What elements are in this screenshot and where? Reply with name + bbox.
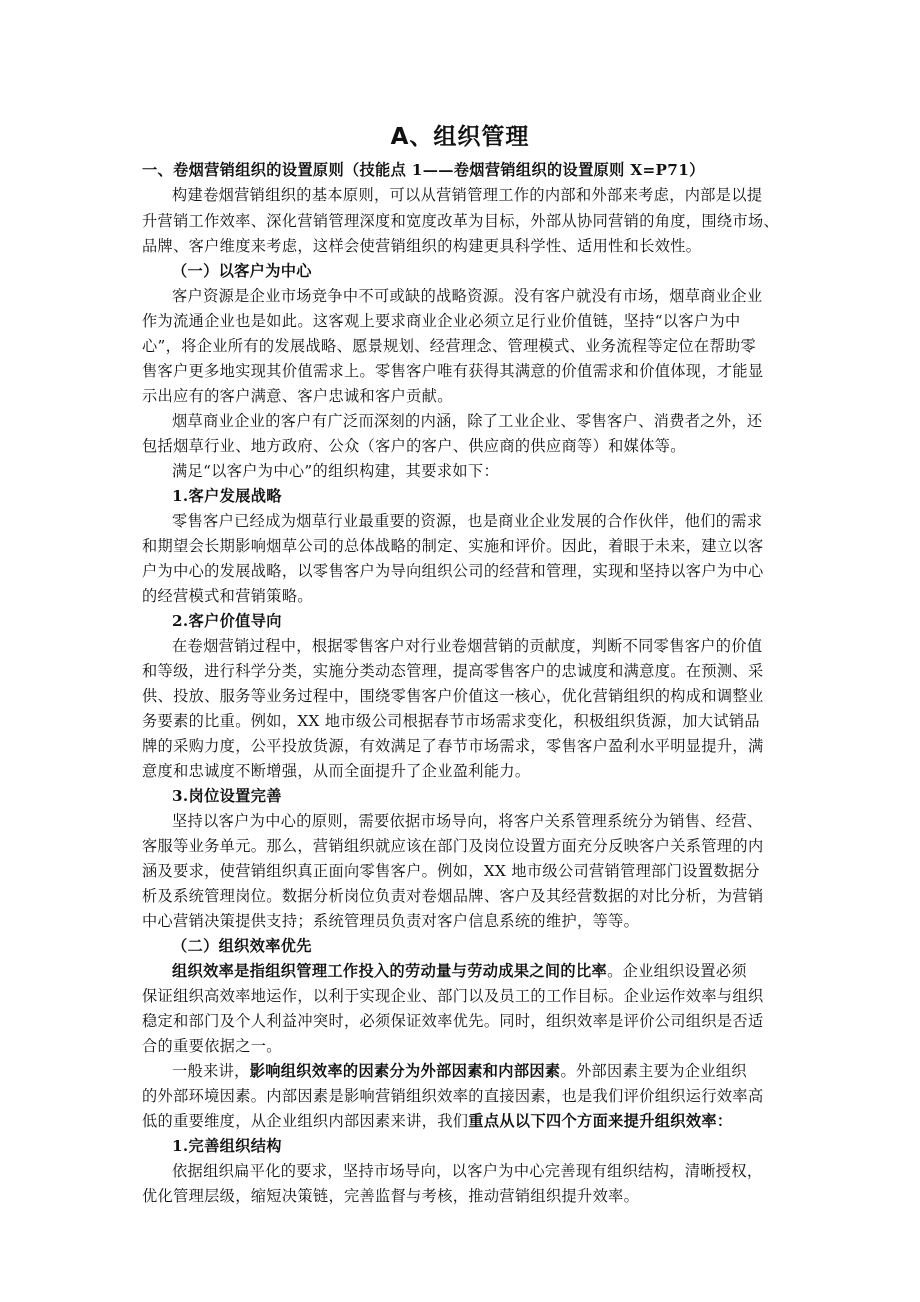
paragraph-line: 在卷烟营销过程中，根据零售客户对行业卷烟营销的贡献度，判断不同零售客户的价值 (172, 637, 763, 655)
subsection-heading: （一）以客户为中心 (172, 262, 312, 280)
paragraph-line: 保证组织高效率地运作，以利于实现企业、部门以及员工的工作目标。企业运作效率与组织 (142, 987, 764, 1005)
paragraph-line: 和期望会长期影响烟草公司的总体战略的制定、实施和评价。因此，着眼于未来，建立以客 (142, 537, 764, 555)
section-heading: 一、卷烟营销组织的设置原则（技能点 1——卷烟营销组织的设置原则 X=P71） (142, 161, 705, 179)
paragraph-text: 一般来讲， (172, 1062, 250, 1080)
paragraph-line: 客服等业务单元。那么，营销组织就应该在部门及岗位设置方面充分反映客户关系管理的内 (142, 837, 764, 855)
subsection-heading: （二）组织效率优先 (172, 937, 312, 955)
paragraph-line: 烟草商业企业的客户有广泛而深刻的内涵，除了工业企业、零售客户、消费者之外，还 (172, 412, 763, 430)
paragraph-line (142, 1111, 732, 1131)
paragraph-line: 务要素的比重。例如，XX 地市级公司根据春节市场需求变化，积极组织货源，加大试销品 (142, 712, 760, 730)
paragraph-line: 析及系统管理岗位。数据分析岗位负责对卷烟品牌、客户及其经营数据的对比分析，为营销 (142, 887, 764, 905)
paragraph-line: 涵及要求，使营销组织真正面向零售客户。例如，XX 地市级公司营销管理部门设置数据分 (142, 862, 760, 880)
paragraph-line: 合的重要依据之一。 (142, 1037, 282, 1055)
paragraph-line: 坚持以客户为中心的原则，需要依据市场导向，将客户关系管理系统分为销售、经营、 (172, 812, 763, 830)
paragraph-line (172, 961, 747, 981)
paragraph-line: 的经营模式和营销策略。 (142, 587, 313, 605)
paragraph-text: 低的重要维度，从企业组织内部因素来讲，我们 (142, 1112, 469, 1130)
paragraph-line: 零售客户已经成为烟草行业最重要的资源，也是商业企业发展的合作伙伴，他们的需求 (172, 512, 763, 530)
paragraph-line: 牌的采购力度，公平投放货源，有效满足了春节市场需求，零售客户盈利水平明显提升，满 (142, 737, 764, 755)
paragraph-line: 中心营销决策提供支持；系统管理员负责对客户信息系统的维护，等等。 (142, 912, 640, 930)
paragraph-line (172, 1061, 747, 1081)
paragraph-line: 示出应有的客户满意、客户忠诚和客户贡献。 (142, 387, 453, 405)
paragraph-line: 意度和忠诚度不断增强，从而全面提升了企业盈利能力。 (142, 762, 531, 780)
item-heading: 1.客户发展战略 (172, 487, 282, 505)
item-heading: 2.客户价值导向 (172, 612, 282, 630)
paragraph-line: 升营销工作效率、深化营销管理深度和宽度改革为目标，外部从协同营销的角度，围绕市场、 (142, 212, 780, 230)
paragraph-line: 和等级，进行科学分类，实施分类动态管理，提高零售客户的忠诚度和满意度。在预测、采 (142, 662, 764, 680)
bold-phrase: 影响组织效率的因素分为外部因素和内部因素 (249, 1062, 561, 1080)
page-title: A、组织管理 (390, 124, 530, 150)
paragraph-line: 品牌、客户维度来考虑，这样会使营销组织的构建更具科学性、适用性和长效性。 (142, 237, 702, 255)
paragraph-line: 稳定和部门及个人利益冲突时，必须保证效率优先。同时，组织效率是评价公司组织是否适 (142, 1012, 764, 1030)
paragraph-text: 。外部因素主要为企业组织 (560, 1062, 747, 1080)
paragraph-line: 包括烟草行业、地方政府、公众（客户的客户、供应商的供应商等）和媒体等。 (142, 437, 686, 455)
paragraph-line: 售客户更多地实现其价值需求上。零售客户唯有获得其满意的价值需求和价值体现，才能显 (142, 362, 764, 380)
paragraph-line: 户为中心的发展战略，以零售客户为导向组织公司的经营和管理，实现和坚持以客户为中心 (142, 562, 764, 580)
paragraph-line: 满足“以客户为中心”的组织构建，其要求如下： (172, 462, 499, 480)
paragraph-text: 。企业组织设置必须 (607, 962, 747, 980)
paragraph-line: 客户资源是企业市场竞争中不可或缺的战略资源。没有客户就没有市场，烟草商业企业 (172, 287, 763, 305)
bold-definition: 组织效率是指组织管理工作投入的劳动量与劳动成果之间的比率 (172, 962, 608, 980)
paragraph-line: 构建卷烟营销组织的基本原则，可以从营销管理工作的内部和外部来考虑，内部是以提 (172, 186, 763, 204)
paragraph-line: 作为流通企业也是如此。这客观上要求商业企业必须立足行业价值链，坚持“以客户为中 (142, 312, 741, 330)
paragraph-line: 供、投放、服务等业务过程中，围绕零售客户价值这一核心，优化营销组织的构成和调整业 (142, 687, 764, 705)
paragraph-line: 的外部环境因素。内部因素是影响营销组织效率的直接因素，也是我们评价组织运行效率高 (142, 1087, 764, 1105)
item-heading: 3.岗位设置完善 (172, 787, 282, 805)
bold-phrase: 重点从以下四个方面来提升组织效率： (468, 1112, 733, 1130)
item-heading: 1.完善组织结构 (172, 1137, 282, 1155)
paragraph-line: 优化管理层级，缩短决策链，完善监督与考核，推动营销组织提升效率。 (142, 1187, 640, 1205)
paragraph-line: 心”，将企业所有的发展战略、愿景规划、经营理念、管理模式、业务流程等定位在帮助零 (142, 337, 757, 355)
paragraph-line: 依据组织扁平化的要求，坚持市场导向，以客户为中心完善现有组织结构，清晰授权， (172, 1162, 763, 1180)
